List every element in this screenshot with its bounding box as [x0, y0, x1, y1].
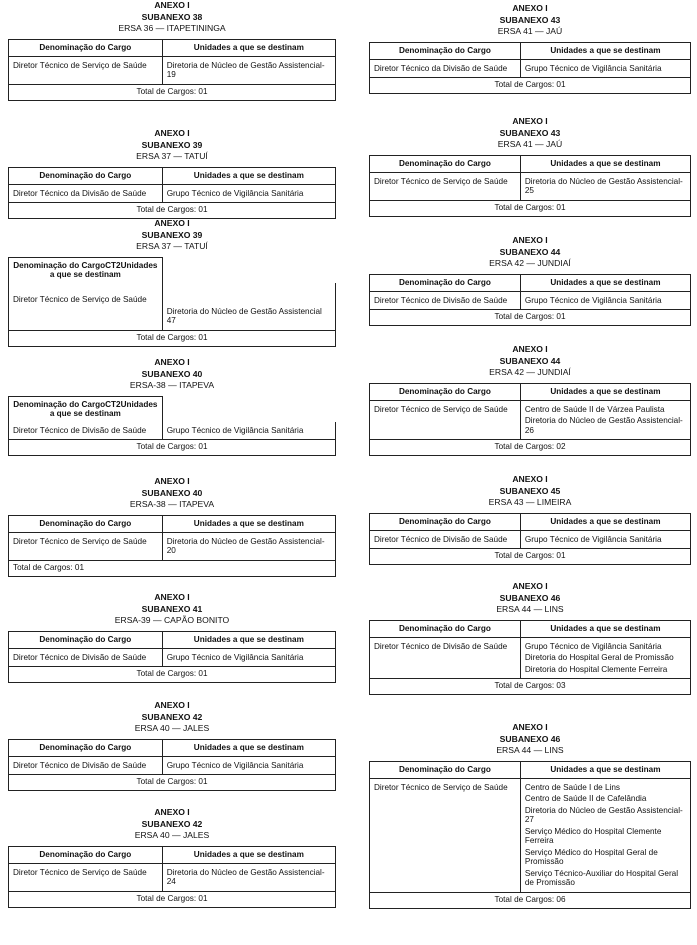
cargo-table [369, 383, 691, 457]
annex-header [369, 474, 691, 509]
annex-header [8, 128, 336, 163]
annex-title: ANEXO I [512, 581, 548, 591]
cargo-cell: Diretor Técnico de Serviço de Saúde [9, 56, 163, 84]
total-cargos: Total de Cargos: 01 [9, 203, 336, 219]
header-denominacao: Denominação do CargoCT2Unidades a que se destinam [9, 396, 163, 422]
subanexo-title: SUBANEXO 43 [499, 127, 561, 138]
unidades-cell [162, 863, 335, 891]
table-header-row [370, 42, 691, 59]
header-denominacao: Denominação do Cargo [370, 761, 521, 778]
unidades-cell [520, 291, 690, 310]
cargo-table [369, 620, 691, 696]
header-denominacao: Denominação do Cargo [9, 739, 163, 756]
header-denominacao: Denominação do Cargo [9, 631, 163, 648]
subanexo-title: SUBANEXO 42 [141, 818, 203, 829]
total-row [9, 84, 336, 100]
table-header-row [9, 846, 336, 863]
annex-title: ANEXO I [512, 235, 548, 245]
cargo-cell: Diretor Técnico de Serviço de Saúde [370, 172, 521, 200]
annex-block [369, 474, 691, 565]
cargo-table [8, 39, 336, 101]
header-unidades: Unidades a que se destinam [520, 42, 690, 59]
cargo-table [369, 761, 691, 909]
annex-title: ANEXO I [512, 116, 548, 126]
header-unidades: Unidades a que se destinam [520, 274, 690, 291]
unidade-item: Serviço Médico do Hospital Clemente Ferreira [524, 826, 662, 845]
annex-block [8, 218, 336, 347]
annex-title: ANEXO I [154, 357, 190, 367]
header-unidades: Unidades a que se destinam [520, 155, 690, 172]
ersa-title: ERSA 44 — LINS [496, 604, 564, 614]
total-row [9, 560, 336, 576]
annex-block [369, 722, 691, 909]
annex-title: ANEXO I [154, 0, 190, 10]
total-cargos: Total de Cargos: 01 [370, 549, 691, 565]
header-unidades [162, 396, 335, 422]
annex-header [8, 0, 336, 35]
unidades-cell [520, 530, 690, 549]
total-cargos: Total de Cargos: 01 [9, 775, 336, 791]
annex-title: ANEXO I [154, 807, 190, 817]
annex-title: ANEXO I [512, 344, 548, 354]
unidades-cell [520, 172, 690, 200]
table-header-row [9, 739, 336, 756]
subanexo-title: SUBANEXO 40 [141, 368, 203, 379]
cargo-table [369, 513, 691, 566]
unidade-item: Serviço Técnico-Auxiliar do Hospital Geral de Promissão [524, 868, 679, 887]
total-cargos: Total de Cargos: 01 [9, 440, 336, 456]
total-row [370, 679, 691, 695]
unidade-item: Diretoria do Hospital Clemente Ferreira [524, 664, 668, 674]
annex-header [8, 476, 336, 511]
unidade-item: Grupo Técnico de Vigilância Sanitária [524, 63, 662, 73]
ersa-title: ERSA 42 — JUNDIAÍ [489, 258, 571, 268]
unidade-item: Grupo Técnico de Vigilância Sanitária [524, 534, 662, 544]
cargo-table [8, 396, 336, 457]
table-header-row [370, 513, 691, 530]
table-header-row [9, 515, 336, 532]
annex-title: ANEXO I [154, 700, 190, 710]
unidade-item: Diretoria do Núcleo de Gestão Assistencial-26 [524, 416, 683, 435]
annex-header [8, 807, 336, 842]
annex-block [369, 344, 691, 456]
cargo-cell: Diretor Técnico de Serviço de Saúde [9, 283, 163, 331]
header-unidades: Unidades a que se destinam [520, 620, 690, 637]
total-cargos: Total de Cargos: 01 [9, 560, 336, 576]
header-unidades: Unidades a que se destinam [162, 167, 335, 184]
annex-title: ANEXO I [512, 722, 548, 732]
ersa-title: ERSA 37 — TATUÍ [136, 241, 208, 251]
total-cargos: Total de Cargos: 01 [9, 330, 336, 346]
annex-header [369, 722, 691, 757]
table-row [370, 400, 691, 440]
unidades-cell [520, 778, 690, 892]
total-row [370, 78, 691, 94]
annex-title: ANEXO I [154, 476, 190, 486]
table-header-row [9, 167, 336, 184]
table-header-row [370, 761, 691, 778]
unidade-item: Grupo Técnico de Vigilância Sanitária [166, 652, 304, 662]
cargo-cell: Diretor Técnico de Serviço de Saúde [9, 532, 163, 560]
annex-title: ANEXO I [154, 592, 190, 602]
annex-block [8, 0, 336, 101]
annex-header [8, 357, 336, 392]
annex-title: ANEXO I [154, 218, 190, 228]
annex-title: ANEXO I [512, 474, 548, 484]
table-header-row [370, 383, 691, 400]
annex-title: ANEXO I [512, 3, 548, 13]
unidades-cell [162, 184, 335, 203]
unidade-item: Grupo Técnico de Vigilância Sanitária [524, 641, 662, 651]
total-row [370, 200, 691, 216]
subanexo-title: SUBANEXO 44 [499, 246, 561, 257]
table-row [370, 778, 691, 892]
total-cargos: Total de Cargos: 01 [370, 310, 691, 326]
cargo-cell: Diretor Técnico de Divisão de Saúde [9, 756, 163, 775]
ersa-title: ERSA 41 — JAÚ [497, 26, 563, 36]
subanexo-title: SUBANEXO 43 [499, 14, 561, 25]
header-denominacao: Denominação do Cargo [9, 846, 163, 863]
unidade-item: Grupo Técnico de Vigilância Sanitária [524, 295, 662, 305]
unidade-item: Diretoria do Hospital Geral de Promissão [524, 653, 674, 662]
table-header-row [9, 631, 336, 648]
cargo-cell: Diretor Técnico da Divisão de Saúde [9, 184, 163, 203]
table-row [370, 637, 691, 679]
annex-header [8, 218, 336, 253]
cargo-table [8, 631, 336, 684]
unidades-cell [162, 648, 335, 667]
subanexo-title: SUBANEXO 46 [499, 592, 561, 603]
header-unidades [162, 257, 335, 283]
unidade-item: Centro de Saúde II de Cafelândia [524, 794, 647, 803]
unidades-cell [162, 756, 335, 775]
ersa-title: ERSA-39 — CAPÃO BONITO [114, 615, 230, 625]
subanexo-title: SUBANEXO 38 [141, 11, 203, 22]
table-row [9, 422, 336, 440]
annex-header [369, 235, 691, 270]
unidade-item: Diretoria do Núcleo de Gestão Assistencial-25 [524, 176, 683, 195]
cargo-cell: Diretor Técnico de Serviço de Saúde [370, 778, 521, 892]
annex-block [369, 235, 691, 326]
table-row [9, 863, 336, 891]
ersa-title: ERSA 41 — JAÚ [497, 139, 563, 149]
table-row [370, 530, 691, 549]
header-unidades: Unidades a que se destinam [520, 383, 690, 400]
cargo-table [8, 257, 336, 347]
header-unidades: Unidades a que se destinam [520, 761, 690, 778]
unidade-item: Centro de Saúde II de Várzea Paulista [524, 404, 665, 414]
annex-header [8, 592, 336, 627]
total-cargos: Total de Cargos: 01 [370, 200, 691, 216]
ersa-title: ERSA 42 — JUNDIAÍ [489, 367, 571, 377]
cargo-cell: Diretor Técnico de Serviço de Saúde [9, 863, 163, 891]
total-row [370, 440, 691, 456]
header-unidades: Unidades a que se destinam [162, 515, 335, 532]
unidade-item: Diretoria de Núcleo de Gestão Assistencial-19 [166, 60, 325, 79]
table-header-row [370, 620, 691, 637]
ersa-title: ERSA 44 — LINS [496, 745, 564, 755]
table-row [370, 59, 691, 78]
table-header-row [9, 257, 336, 283]
header-denominacao: Denominação do Cargo [9, 167, 163, 184]
total-cargos: Total de Cargos: 01 [370, 78, 691, 94]
table-row [9, 756, 336, 775]
table-row [9, 283, 336, 331]
header-unidades: Unidades a que se destinam [162, 846, 335, 863]
cargo-cell: Diretor Técnico de Divisão de Saúde [370, 530, 521, 549]
subanexo-title: SUBANEXO 41 [141, 603, 203, 614]
cargo-cell: Diretor Técnico da Divisão de Saúde [370, 59, 521, 78]
total-row [9, 667, 336, 683]
header-unidades: Unidades a que se destinam [162, 631, 335, 648]
annex-block [8, 357, 336, 456]
table-header-row [370, 274, 691, 291]
annex-header [369, 581, 691, 616]
header-denominacao: Denominação do Cargo [370, 513, 521, 530]
annex-header [8, 700, 336, 735]
table-row [9, 56, 336, 84]
unidade-item: Diretoria do Núcleo de Gestão Assistencial-24 [166, 867, 325, 886]
subanexo-title: SUBANEXO 46 [499, 733, 561, 744]
unidade-item: Grupo Técnico de Vigilância Sanitária [166, 760, 304, 770]
annex-block [8, 807, 336, 908]
table-header-row [370, 155, 691, 172]
unidades-cell [162, 56, 335, 84]
total-row [370, 310, 691, 326]
total-cargos: Total de Cargos: 06 [370, 892, 691, 908]
header-unidades: Unidades a que se destinam [520, 513, 690, 530]
unidade-item: Diretoria do Núcleo de Gestão Assistencial-27 [524, 805, 683, 824]
subanexo-title: SUBANEXO 40 [141, 487, 203, 498]
ersa-title: ERSA 40 — JALES [134, 723, 210, 733]
cargo-cell: Diretor Técnico de Divisão de Saúde [370, 637, 521, 679]
subanexo-title: SUBANEXO 39 [141, 139, 203, 150]
header-unidades: Unidades a que se destinam [162, 39, 335, 56]
cargo-cell: Diretor Técnico de Serviço de Saúde [370, 400, 521, 440]
unidade-item: Grupo Técnico de Vigilância Sanitária [166, 188, 304, 198]
total-row [9, 440, 336, 456]
header-denominacao: Denominação do Cargo [370, 155, 521, 172]
total-cargos: Total de Cargos: 01 [9, 84, 336, 100]
unidade-item: Diretoria do Núcleo de Gestão Assistencial 47 [166, 306, 322, 325]
total-row [9, 203, 336, 219]
header-denominacao: Denominação do Cargo [370, 274, 521, 291]
annex-block [369, 116, 691, 217]
ersa-title: ERSA 40 — JALES [134, 830, 210, 840]
ersa-title: ERSA-38 — ITAPEVA [129, 380, 215, 390]
header-denominacao: Denominação do Cargo [9, 515, 163, 532]
unidades-cell [520, 400, 690, 440]
annex-block [8, 592, 336, 683]
annex-header [369, 3, 691, 38]
total-row [9, 891, 336, 907]
ersa-title: ERSA 43 — LIMEIRA [488, 497, 572, 507]
cargo-table [369, 155, 691, 217]
table-row [9, 532, 336, 560]
total-row [370, 892, 691, 908]
annex-block [8, 700, 336, 791]
total-row [370, 549, 691, 565]
unidades-cell [162, 532, 335, 560]
subanexo-title: SUBANEXO 44 [499, 355, 561, 366]
header-denominacao: Denominação do Cargo [9, 39, 163, 56]
table-row [9, 184, 336, 203]
total-cargos: Total de Cargos: 01 [9, 667, 336, 683]
header-denominacao: Denominação do Cargo [370, 42, 521, 59]
unidade-item: Serviço Médico do Hospital Geral de Promissão [524, 847, 658, 866]
total-cargos: Total de Cargos: 01 [9, 891, 336, 907]
total-cargos: Total de Cargos: 02 [370, 440, 691, 456]
cargo-table [369, 42, 691, 95]
annex-header [369, 116, 691, 151]
header-denominacao: Denominação do Cargo [370, 620, 521, 637]
annex-header [369, 344, 691, 379]
ersa-title: ERSA-38 — ITAPEVA [129, 499, 215, 509]
unidades-cell [162, 283, 335, 331]
annex-block [8, 476, 336, 577]
header-denominacao: Denominação do CargoCT2Unidades a que se destinam [9, 257, 163, 283]
table-header-row [9, 39, 336, 56]
table-row [9, 648, 336, 667]
total-row [9, 330, 336, 346]
cargo-table [8, 846, 336, 908]
unidade-item: Diretoria do Núcleo de Gestão Assistencial-20 [166, 536, 325, 555]
header-denominacao: Denominação do Cargo [370, 383, 521, 400]
total-row [9, 775, 336, 791]
subanexo-title: SUBANEXO 42 [141, 711, 203, 722]
cargo-table [8, 515, 336, 577]
annex-block [369, 581, 691, 695]
cargo-cell: Diretor Técnico de Divisão de Saúde [9, 648, 163, 667]
unidades-cell [520, 59, 690, 78]
cargo-table [8, 167, 336, 220]
table-header-row [9, 396, 336, 422]
total-cargos: Total de Cargos: 03 [370, 679, 691, 695]
cargo-table [8, 739, 336, 792]
table-row [370, 291, 691, 310]
cargo-cell: Diretor Técnico de Divisão de Saúde [370, 291, 521, 310]
annex-block [369, 3, 691, 94]
unidade-item: Centro de Saúde I de Lins [524, 782, 620, 792]
unidades-cell [520, 637, 690, 679]
table-row [370, 172, 691, 200]
ersa-title: ERSA 36 — ITAPETININGA [118, 23, 226, 33]
ersa-title: ERSA 37 — TATUÍ [136, 151, 208, 161]
cargo-cell: Diretor Técnico de Divisão de Saúde [9, 422, 163, 440]
subanexo-title: SUBANEXO 45 [499, 485, 561, 496]
annex-block [8, 128, 336, 219]
unidades-cell [162, 422, 335, 440]
unidade-item: Grupo Técnico de Vigilância Sanitária [166, 425, 304, 435]
subanexo-title: SUBANEXO 39 [141, 229, 203, 240]
annex-title: ANEXO I [154, 128, 190, 138]
header-unidades: Unidades a que se destinam [162, 739, 335, 756]
cargo-table [369, 274, 691, 327]
